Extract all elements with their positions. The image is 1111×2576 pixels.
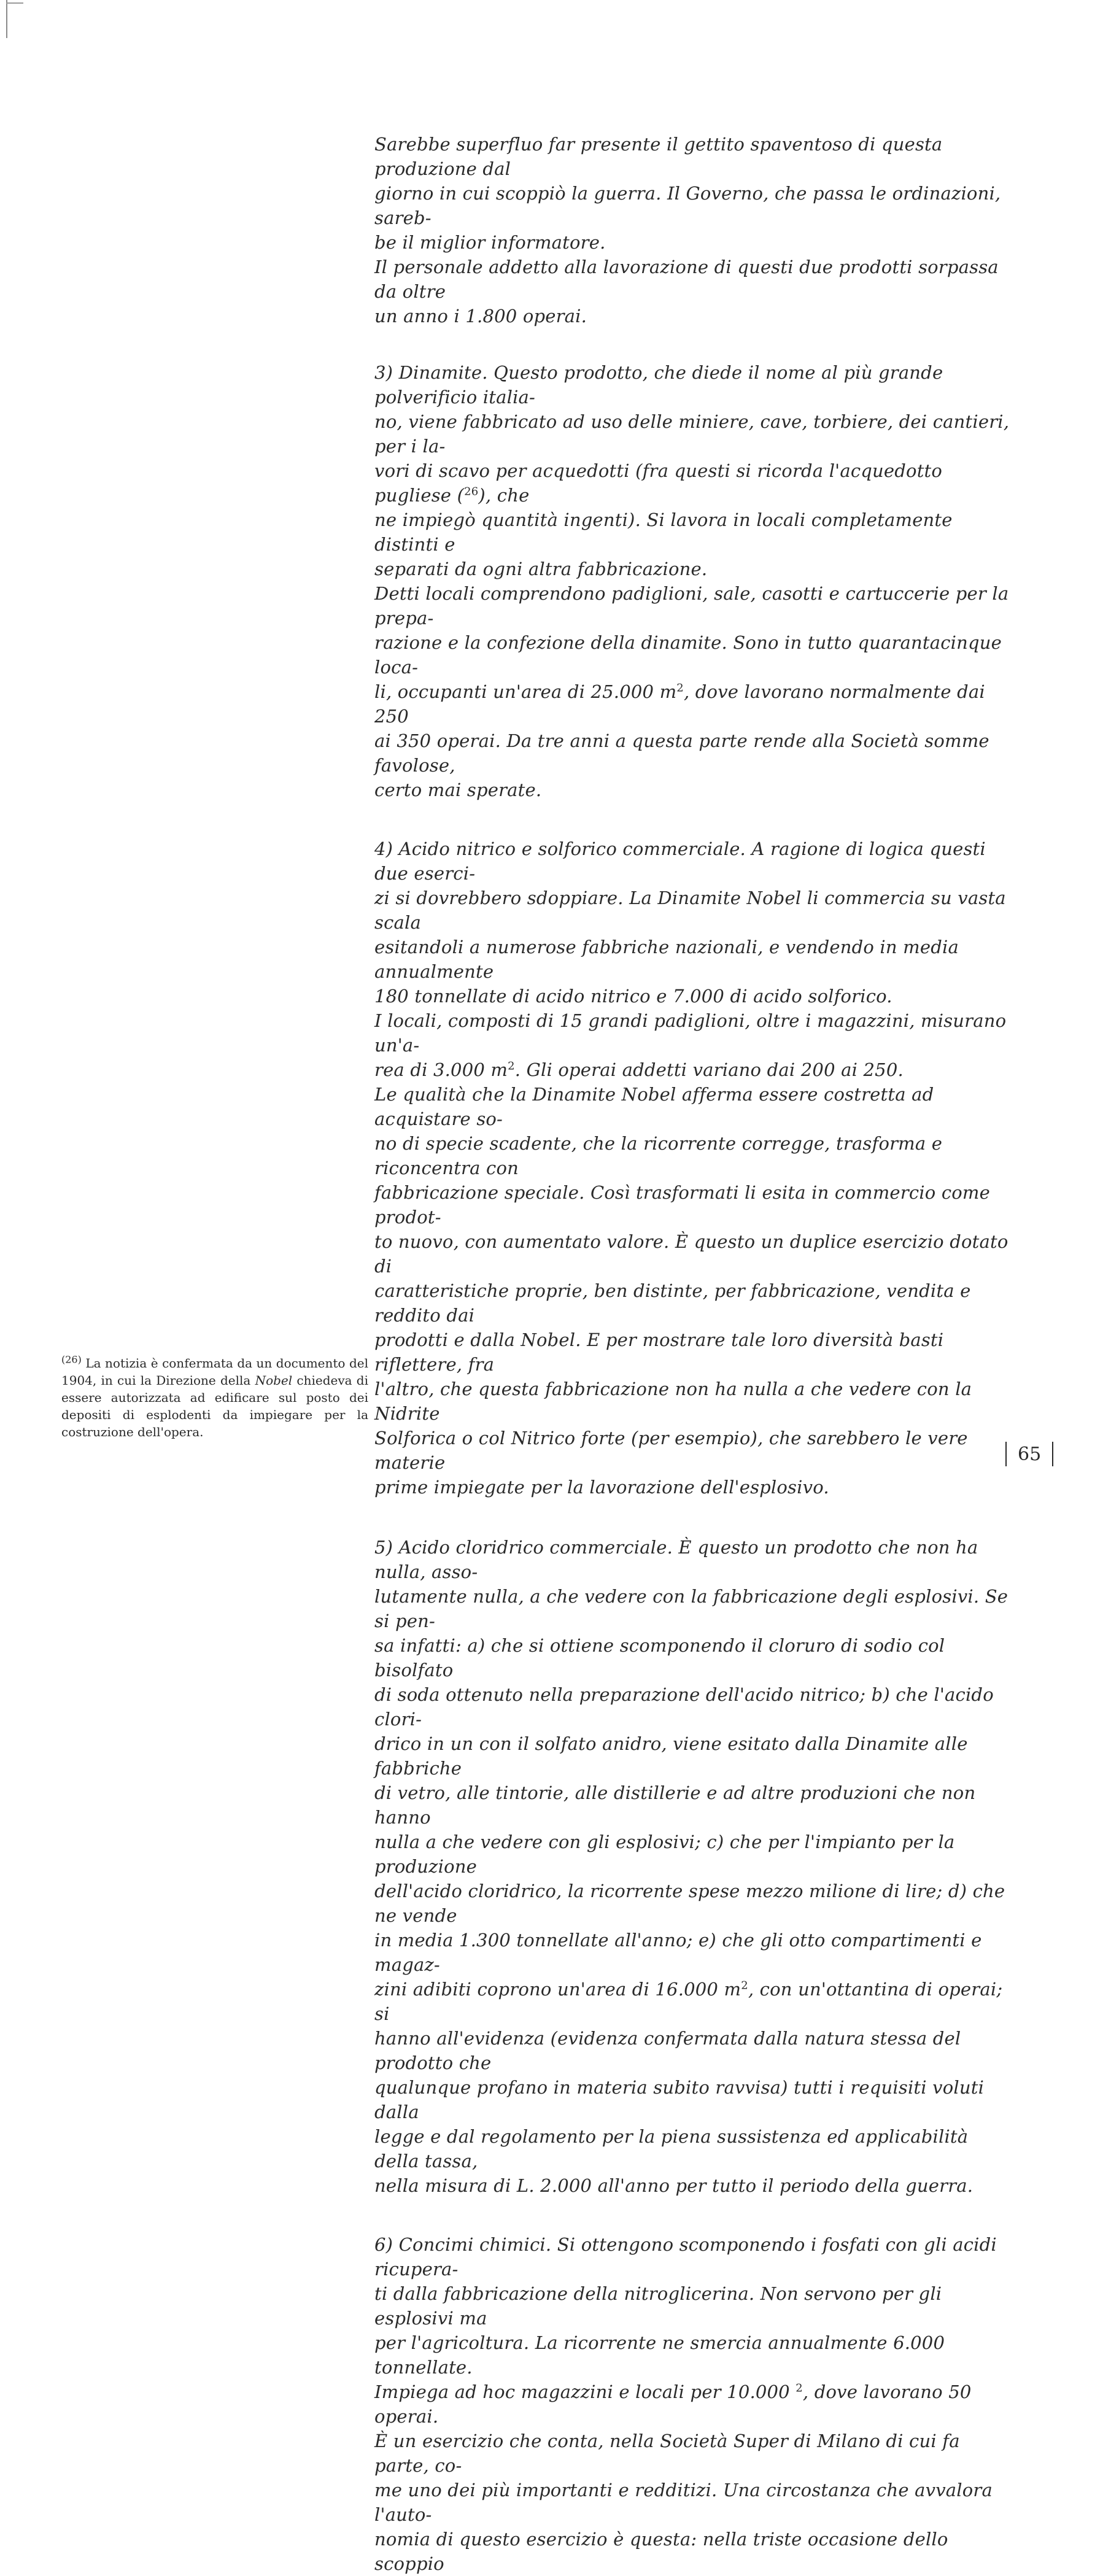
text-line: hanno all'evidenza (evidenza confermata dalla natura stessa del prodotto che [374, 2028, 961, 2073]
page-number-value: 65 [1018, 1443, 1042, 1465]
text-line-with-exponent [374, 1977, 1013, 2026]
text-line: dell'acido cloridrico, la ricorrente spese mezzo milione di lire; d) che ne vende [374, 1881, 1005, 1926]
text-segment: Impiega ad hoc magazzini e locali per 10.000 [374, 2381, 796, 2402]
text-line: per l'agricoltura. La ricorrente ne smercia annualmente 6.000 tonnellate. [374, 2332, 945, 2378]
text-segment: . Gli operai addetti variano dai 200 ai 250. [514, 1059, 904, 1080]
section-concimi-chimici [374, 2232, 1013, 2576]
footnote-reference: 26 [464, 485, 479, 498]
text-line: 6) Concimi chimici. Si ottengono scomponendo i fosfati con gli acidi ricupera- [374, 2234, 997, 2280]
text-line: qualunque profano in materia subito ravvisa) tutti i requisiti voluti dalla [374, 2077, 985, 2122]
text-line: 180 tonnellate di acido nitrico e 7.000 di acido solforico. [374, 986, 892, 1007]
text-line: prodotti e dalla Nobel. E per mostrare tale loro diversità basti riflettere, fra [374, 1329, 944, 1375]
text-line: sa infatti: a) che si ottiene scomponendo il cloruro di sodio col bisolfato [374, 1635, 945, 1681]
text-line-with-exponent [374, 1058, 1013, 1082]
text-line: no di specie scadente, che la ricorrente corregge, trasforma e riconcentra con [374, 1133, 943, 1178]
text-line: l'altro, che questa fabbricazione non ha nulla a che vedere con la Nidrite [374, 1379, 972, 1424]
text-line: Solforica o col Nitrico forte (per esempio), che sarebbero le vere materie [374, 1428, 968, 1473]
text-line: prime impiegate per la lavorazione dell'esplosivo. [374, 1477, 829, 1498]
text-line: di soda ottenuto nella preparazione dell'acido nitrico; b) che l'acido clori- [374, 1684, 994, 1730]
text-line: 4) Acido nitrico e solforico commerciale. A ragione di logica questi due eserci- [374, 838, 986, 884]
page-number-left-rule [1005, 1442, 1007, 1466]
text-line: in media 1.300 tonnellate all'anno; e) che gli otto compartimenti e magaz- [374, 1930, 982, 1975]
footnote-text: chiedeva di essere autorizzata ad edificare sul posto dei depositi di esplodenti da impiegare per la costruzione dell'opera. [61, 1373, 368, 1439]
text-line: un anno i 1.800 operai. [374, 306, 587, 327]
text-line: ne impiegò quantità ingenti). Si lavora in locali completamente distinti e [374, 509, 953, 555]
text-segment: zini adibiti coprono un'area di 16.000 m [374, 1979, 741, 2000]
exponent: 2 [676, 681, 684, 695]
exponent: 2 [796, 2381, 803, 2395]
footnote-italic-text: Nobel [255, 1373, 293, 1388]
text-segment: li, occupanti un'area di 25.000 m [374, 681, 677, 702]
text-line: fabbricazione speciale. Così trasformati li esita in commercio come prodot- [374, 1182, 990, 1228]
text-line: 3) Dinamite. Questo prodotto, che diede il nome al più grande polverificio italia- [374, 362, 943, 408]
text-line: ai 350 operai. Da tre anni a questa parte rende alla Società somme favolose, [374, 730, 989, 776]
text-line: di vetro, alle tintorie, alle distillerie e ad altre produzioni che non hanno [374, 1782, 976, 1828]
text-line: legge e dal regolamento per la piena sussistenza ed applicabilità della tassa, [374, 2126, 969, 2172]
text-line-with-exponent [374, 679, 1013, 729]
text-line: certo mai sperate. [374, 779, 542, 800]
text-line: nella misura di L. 2.000 all'anno per tutto il periodo della guerra. [374, 2175, 974, 2196]
text-line: be il miglior informatore. [374, 232, 606, 253]
text-line: I locali, composti di 15 grandi padiglioni, oltre i magazzini, misurano un'a- [374, 1010, 1007, 1056]
text-segment: , con un'ottantina di operai; si [374, 1979, 1003, 2024]
exponent: 2 [741, 1979, 748, 1992]
text-line-with-exponent [374, 2380, 1013, 2429]
text-line: 5) Acido cloridrico commerciale. È questo un prodotto che non ha nulla, asso- [374, 1537, 978, 1582]
text-line: razione e la confezione della dinamite. Sono in tutto quarantacinque loca- [374, 632, 1002, 678]
footnote-text: La notizia è confermata da un documento del 1904, in cui la Direzione della [61, 1356, 368, 1388]
page-number-right-rule [1052, 1442, 1053, 1466]
text-segment: rea di 3.000 m [374, 1059, 508, 1080]
text-line-with-note-ref [374, 458, 1013, 508]
footnote [61, 1355, 368, 1441]
text-segment: vori di scavo per acquedotti (fra questi si ricorda l'acquedotto pugliese ( [374, 460, 943, 506]
section-acido-nitrico [374, 837, 1013, 1499]
text-segment: ), che [478, 485, 530, 506]
text-line: ti dalla fabbricazione della nitroglicerina. Non servono per gli esplosivi ma [374, 2283, 942, 2329]
text-line: zi si dovrebbero sdoppiare. La Dinamite Nobel li commercia su vasta scala [374, 888, 1006, 933]
text-line: Sarebbe superfluo far presente il gettito spaventoso di questa produzione dal [374, 134, 943, 179]
text-line: Le qualità che la Dinamite Nobel afferma essere costretta ad acquistare so- [374, 1084, 934, 1129]
page-number [1005, 1439, 1053, 1469]
footnote-number-value: 26 [65, 1353, 78, 1366]
text-line: esitandoli a numerose fabbriche nazionali, e vendendo in media annualmente [374, 937, 959, 982]
text-line: giorno in cui scoppiò la guerra. Il Governo, che passa le ordinazioni, sareb- [374, 183, 1001, 228]
text-line: lutamente nulla, a che vedere con la fabbricazione degli esplosivi. Se si pen- [374, 1586, 1008, 1631]
exponent: 2 [508, 1059, 515, 1073]
text-line: nomia di questo esercizio è questa: nella triste occasione dello scoppio [374, 2529, 948, 2574]
text-segment: , dove lavorano 50 operai. [374, 2381, 972, 2427]
text-line: to nuovo, con aumentato valore. È questo un duplice esercizio dotato di [374, 1231, 1008, 1277]
text-line: no, viene fabbricato ad uso delle miniere, cave, torbiere, dei cantieri, per i la- [374, 411, 1010, 457]
text-line: drico in un con il solfato anidro, viene esitato dalla Dinamite alle fabbriche [374, 1733, 968, 1779]
text-line: me uno dei più importanti e redditizi. Una circostanza che avvalora l'auto- [374, 2480, 993, 2525]
scan-edge-mark [6, 0, 7, 38]
section-dinamite [374, 360, 1013, 802]
text-line: nulla a che vedere con gli esplosivi; c) che per l'impianto per la produzione [374, 1831, 955, 1877]
text-line: separati da ogni altra fabbricazione. [374, 559, 708, 579]
text-line: È un esercizio che conta, nella Società Super di Milano di cui fa parte, co- [374, 2431, 960, 2476]
scan-corner-mark [6, 2, 23, 4]
footnote-number: (26) [61, 1353, 82, 1366]
text-line: Il personale addetto alla lavorazione di questi due prodotti sorpassa da oltre [374, 257, 999, 302]
main-text-column [374, 132, 1013, 2576]
section-acido-cloridrico [374, 1535, 1013, 2198]
text-segment: , dove lavorano normalmente dai 250 [374, 681, 985, 727]
text-line: Detti locali comprendono padiglioni, sale, casotti e cartuccerie per la prepa- [374, 583, 1009, 629]
intro-paragraph [374, 132, 1013, 328]
text-line: caratteristiche proprie, ben distinte, per fabbricazione, vendita e reddito dai [374, 1280, 971, 1326]
